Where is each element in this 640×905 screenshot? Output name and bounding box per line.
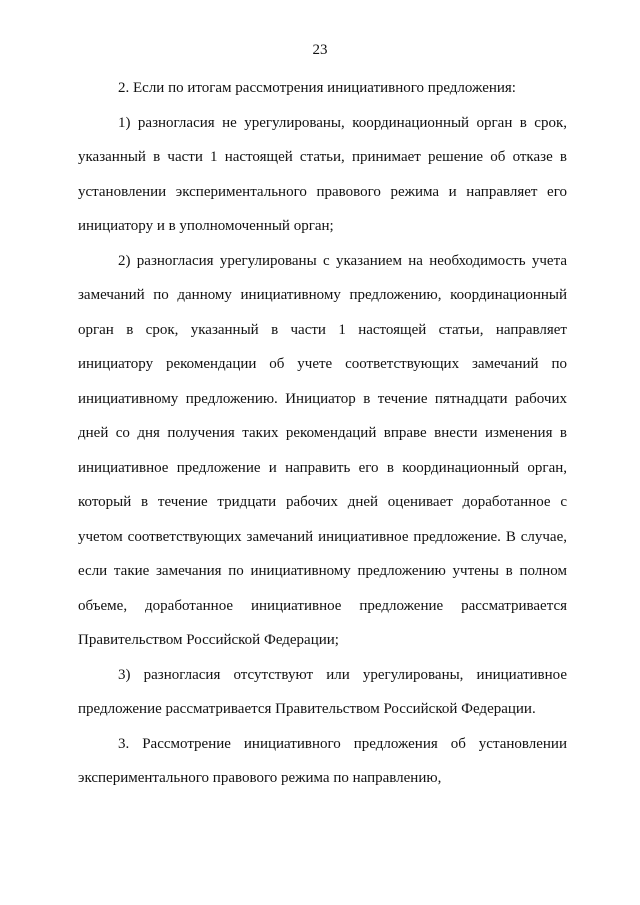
paragraph-subitem-3: 3) разногласия отсутствуют или урегулированы, инициативное предложение рассматривается Правительством Российской Федерации. xyxy=(78,666,567,717)
paragraph-item-2-intro: 2. Если по итогам рассмотрения инициативного предложения: xyxy=(118,80,516,96)
page-number: 23 xyxy=(312,42,328,58)
paragraph-subitem-1: 1) разногласия не урегулированы, координационный орган в срок, указанный в части 1 настоящей статьи, принимает решение об отказе в установлении экспериментального правового режима и направляет его инициатору и в уполномоченный орган; xyxy=(78,114,567,234)
paragraph-item-3: 3. Рассмотрение инициативного предложения об установлении экспериментального правового режима по направлению, xyxy=(78,735,567,786)
paragraph-subitem-2: 2) разногласия урегулированы с указанием на необходимость учета замечаний по данному инициативному предложению, координационный орган в срок, указанный в части 1 настоящей статьи, направляет инициатору рекомендации об учете соответствующих замечаний по инициативному предложению. Инициатор в течение пятнадцати рабочих дней со дня получения таких рекомендаций вправе внести изменения в инициативное предложение и направить его в координационный орган, который в течение тридцати рабочих дней оценивает доработанное с учетом соответствующих замечаний инициативное предложение. В случае, если такие замечания по инициативному предложению учтены в полном объеме, доработанное инициативное предложение рассматривается Правительством Российской Федерации; xyxy=(78,252,567,648)
document-body xyxy=(78,71,567,796)
